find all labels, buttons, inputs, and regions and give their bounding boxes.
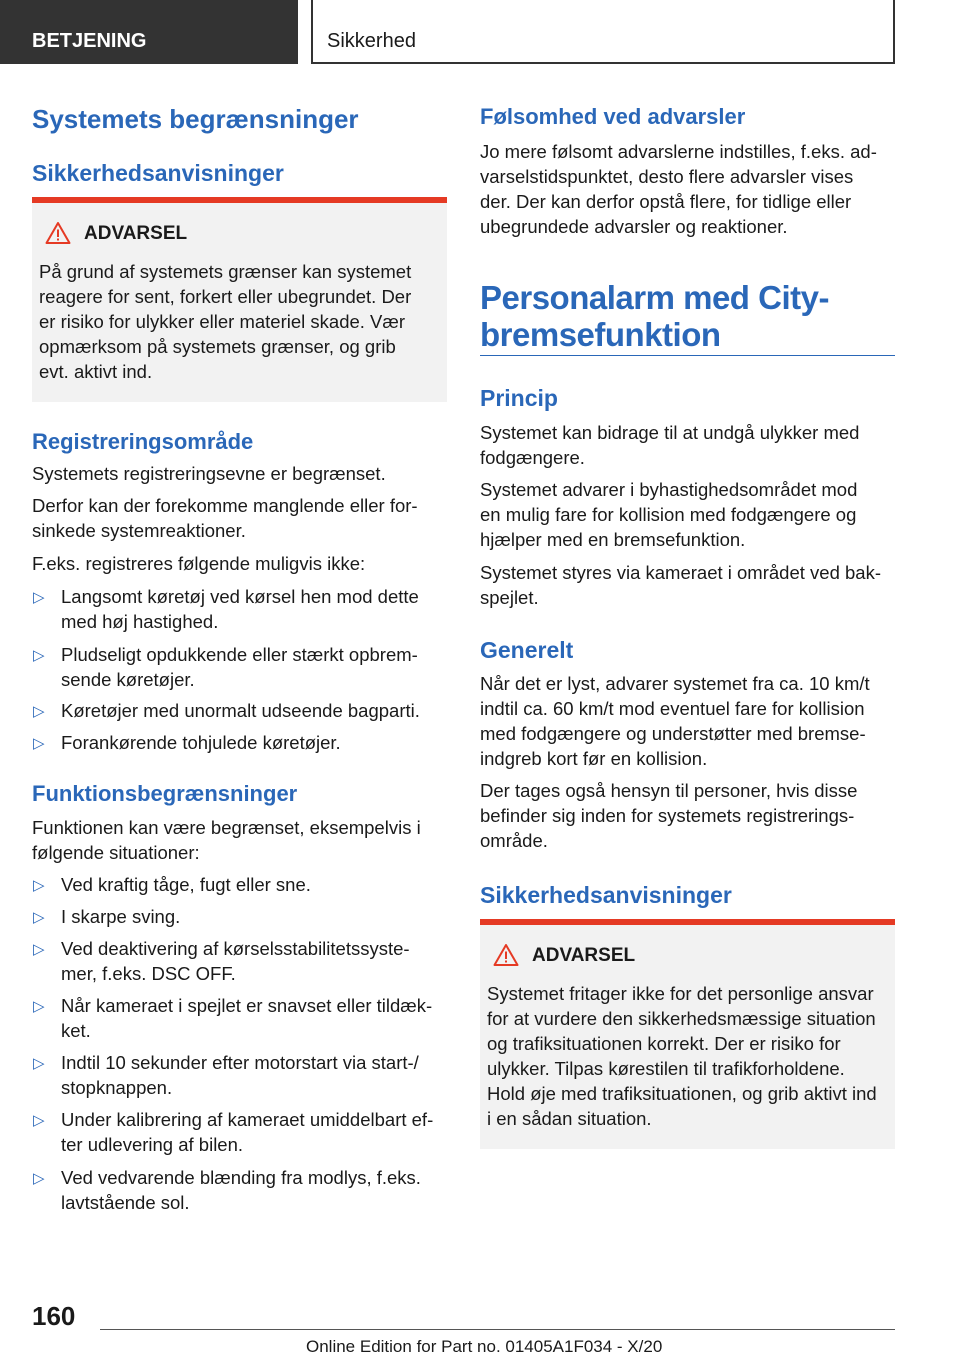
text-line: Systemet advarer i byhastighedsområdet mod — [480, 479, 858, 500]
warning-line: reagere for sent, forkert eller ubegrundet. Der — [39, 286, 412, 307]
text-line: hjælper med en bremsefunktion. — [480, 529, 746, 550]
text-line: Ved kraftig tåge, fugt eller sne. — [61, 874, 311, 895]
text-line: Under kalibrering af kameraet umiddelbart ef- — [61, 1109, 434, 1130]
registration-paragraph — [32, 493, 447, 543]
safety-heading: Sikkerhedsanvisninger — [32, 160, 284, 186]
section-divider — [480, 355, 895, 356]
page-number: 160 — [32, 1301, 76, 1331]
text-line: ter udlevering af bilen. — [61, 1134, 244, 1155]
function-limits-heading: Funktionsbegrænsninger — [32, 781, 298, 806]
section-label: BETJENING — [32, 30, 147, 52]
page-title: Systemets begrænsninger — [32, 104, 359, 134]
title-line: Personalarm med City- — [480, 279, 829, 316]
section-title — [480, 279, 895, 353]
warning-box — [32, 197, 447, 402]
text-line: Derfor kan der forekomme manglende eller for- — [32, 495, 418, 516]
registration-paragraph: F.eks. registreres følgende muligvis ikke: — [32, 553, 366, 574]
text-line: område. — [480, 830, 548, 851]
warning-label: ADVARSEL — [532, 945, 636, 966]
general-paragraph — [480, 778, 895, 853]
principle-paragraph — [480, 420, 895, 470]
warning-line: Systemet fritager ikke for det personlige ansvar — [487, 983, 874, 1004]
text-line: med høj hastighed. — [61, 611, 219, 632]
bullet-triangle-icon: ▷ — [33, 909, 45, 926]
list-item — [32, 936, 447, 986]
bullet-triangle-icon: ▷ — [33, 647, 45, 664]
text-line: Funktionen kan være begrænset, eksempelvis i — [32, 817, 421, 838]
text-line: Forankørende tohjulede køretøjer. — [61, 732, 341, 753]
text-line: ubegrundede advarsler og reaktioner. — [480, 216, 788, 237]
bullet-triangle-icon: ▷ — [33, 703, 45, 720]
warning-line: Hold øje med trafiksituationen, og grib aktivt ind — [487, 1083, 877, 1104]
bullet-triangle-icon: ▷ — [33, 1055, 45, 1072]
list-item — [32, 1050, 447, 1100]
list-item — [32, 872, 447, 897]
text-line: lavtstående sol. — [61, 1192, 190, 1213]
bullet-triangle-icon: ▷ — [33, 589, 45, 606]
general-heading: Generelt — [480, 637, 574, 663]
text-line: fodgængere. — [480, 447, 585, 468]
general-paragraph — [480, 671, 895, 771]
text-line: I skarpe sving. — [61, 906, 181, 927]
text-line: indgreb kort før en kollision. — [480, 748, 708, 769]
text-line: stopknappen. — [61, 1077, 173, 1098]
bullet-triangle-icon: ▷ — [33, 877, 45, 894]
text-line: Når kameraet i spejlet er snavset eller tildæk- — [61, 995, 433, 1016]
title-line: bremsefunktion — [480, 316, 721, 353]
text-line: Systemet kan bidrage til at undgå ulykker med — [480, 422, 860, 443]
text-line: mer, f.eks. DSC OFF. — [61, 963, 236, 984]
registration-heading: Registreringsområde — [32, 429, 254, 454]
list-item — [32, 730, 447, 755]
text-line: sinkede systemreaktioner. — [32, 520, 246, 541]
warning-line: På grund af systemets grænser kan systemet — [39, 261, 412, 282]
text-line: med fodgængere og understøtter med bremse- — [480, 723, 866, 744]
principle-heading: Princip — [480, 385, 558, 411]
bullet-triangle-icon: ▷ — [33, 735, 45, 752]
text-line: indtil ca. 60 km/t mod eventuel fare for kollision — [480, 698, 865, 719]
warning-header — [487, 945, 887, 973]
warning-label: ADVARSEL — [84, 223, 188, 244]
footer-divider — [100, 1329, 895, 1330]
principle-paragraph — [480, 560, 895, 610]
sensitivity-paragraph — [480, 139, 895, 239]
safety-heading: Sikkerhedsanvisninger — [480, 882, 732, 908]
warning-line: og trafiksituationen korrekt. Der er risiko for — [487, 1033, 841, 1054]
section-tab — [0, 0, 298, 64]
text-line: Der tages også hensyn til personer, hvis disse — [480, 780, 858, 801]
text-line: sende køretøjer. — [61, 669, 195, 690]
warning-text — [487, 981, 887, 1131]
text-line: Ved vedvarende blænding fra modlys, f.eks. — [61, 1167, 421, 1188]
warning-line: for at vurdere den sikkerhedsmæssige situation — [487, 1008, 876, 1029]
text-line: Indtil 10 sekunder efter motorstart via start-/ — [61, 1052, 419, 1073]
text-line: spejlet. — [480, 587, 539, 608]
chapter-tab — [311, 0, 895, 64]
chapter-label: Sikkerhed — [327, 30, 416, 52]
bullet-triangle-icon: ▷ — [33, 941, 45, 958]
text-line: Jo mere følsomt advarslerne indstilles, f.eks. ad- — [480, 141, 877, 162]
warning-triangle-icon — [45, 221, 71, 245]
warning-line: opmærksom på systemets grænser, og grib — [39, 336, 396, 357]
text-line: der. Der kan derfor opstå flere, for tidlige eller — [480, 191, 852, 212]
text-line: Køretøjer med unormalt udseende bagparti. — [61, 700, 420, 721]
text-line: Pludseligt opdukkende eller stærkt opbrem- — [61, 644, 418, 665]
list-item — [32, 1165, 447, 1215]
text-line: Systemet styres via kameraet i området ved bak- — [480, 562, 881, 583]
list-item — [32, 904, 447, 929]
bullet-triangle-icon: ▷ — [33, 998, 45, 1015]
text-line: Ved deaktivering af kørselsstabilitetssyste- — [61, 938, 410, 959]
text-line: Langsomt køretøj ved kørsel hen mod dette — [61, 586, 419, 607]
list-item — [32, 698, 447, 723]
principle-paragraph — [480, 477, 895, 552]
text-line: ket. — [61, 1020, 91, 1041]
list-item — [32, 642, 447, 692]
text-line: følgende situationer: — [32, 842, 200, 863]
warning-line: evt. aktivt ind. — [39, 361, 153, 382]
warning-header — [39, 223, 439, 251]
list-item — [32, 993, 447, 1043]
warning-line: i en sådan situation. — [487, 1108, 652, 1129]
text-line: Når det er lyst, advarer systemet fra ca. 10 km/t — [480, 673, 870, 694]
text-line: en mulig fare for kollision med fodgængere og — [480, 504, 857, 525]
edition-note: Online Edition for Part no. 01405A1F034 - X/20 — [306, 1337, 663, 1356]
text-line: befinder sig inden for systemets registrerings- — [480, 805, 855, 826]
text-line: varselstidspunktet, desto flere advarsler vises — [480, 166, 854, 187]
warning-text — [39, 259, 439, 384]
list-item — [32, 1107, 447, 1157]
sensitivity-heading: Følsomhed ved advarsler — [480, 104, 746, 129]
warning-line: ulykker. Tilpas kørestilen til trafikforholdene. — [487, 1058, 845, 1079]
bullet-triangle-icon: ▷ — [33, 1170, 45, 1187]
registration-paragraph: Systemets registreringsevne er begrænset. — [32, 463, 386, 484]
list-item — [32, 584, 447, 634]
warning-triangle-icon — [493, 943, 519, 967]
warning-box — [480, 919, 895, 1149]
warning-line: er risiko for ulykker eller materiel skade. Vær — [39, 311, 405, 332]
function-limits-paragraph — [32, 815, 447, 865]
bullet-triangle-icon: ▷ — [33, 1112, 45, 1129]
